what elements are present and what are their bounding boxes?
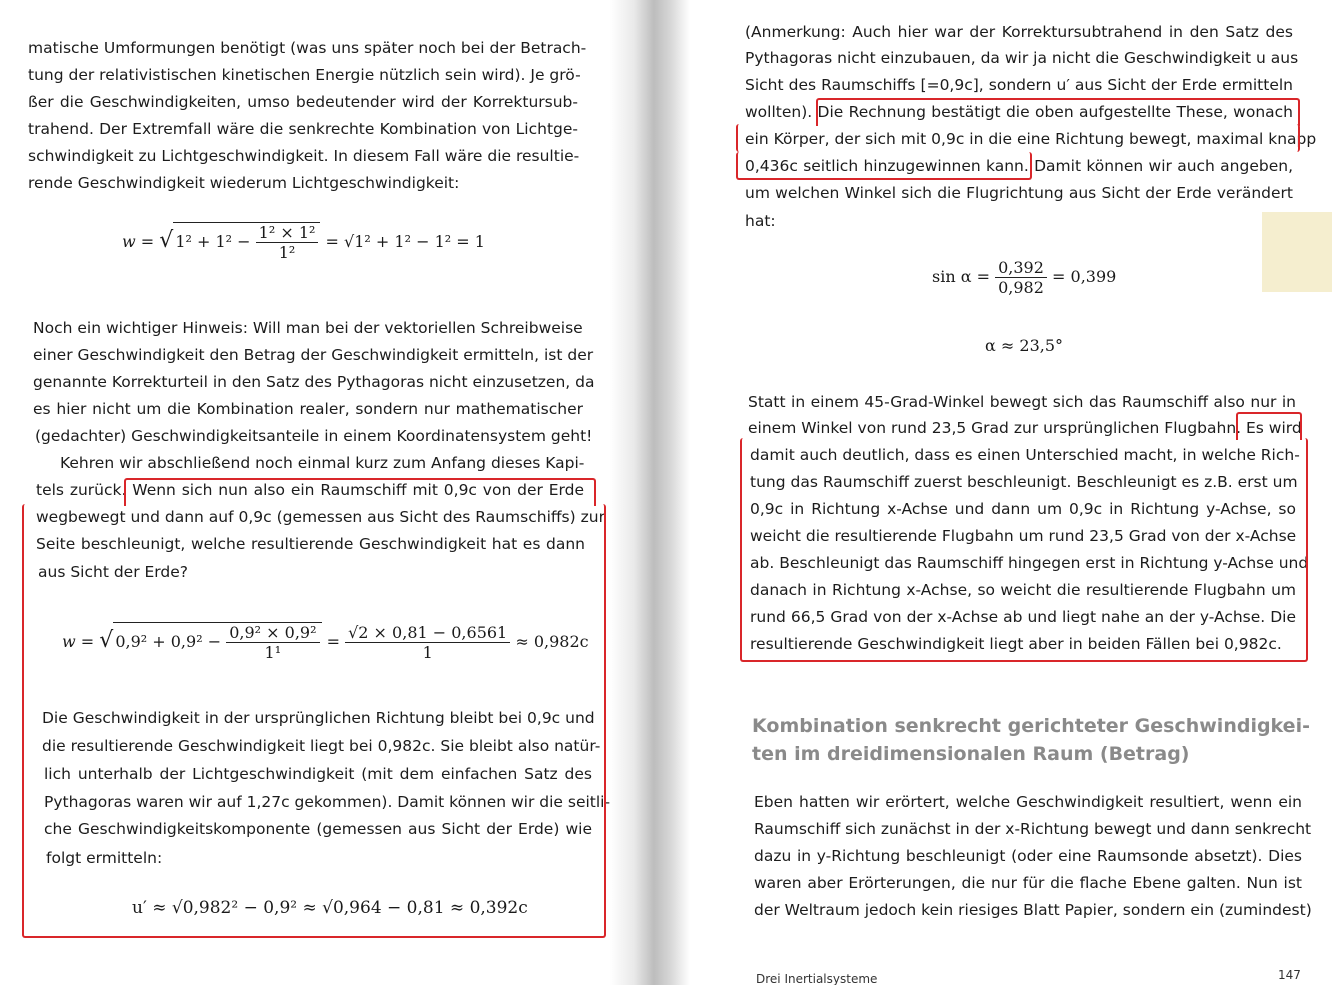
text-line: der Weltraum jedoch kein riesiges Blatt Papier, sondern ein (zumindest) [754,901,1312,919]
text-line: es hier nicht um die Kombination realer, sondern nur mathematischer [33,400,583,418]
heading-line: Kombination senkrecht gerichteter Geschwindigkei- [752,715,1310,737]
text-line: danach in Richtung x-Achse, so weicht die resultierende Flugbahn um [750,581,1296,599]
right-page [640,0,1332,985]
text-line: weicht die resultierende Flugbahn um rund 23,5 Grad von der x-Achse [750,527,1297,545]
formula-equals: = [326,632,340,651]
text-line: wollten). Die Rechnung bestätigt die oben aufgestellte These, wonach [745,103,1293,121]
formula-side-component: u′ ≈ √0,982² − 0,9² ≈ √0,964 − 0,81 ≈ 0,392c [132,898,528,918]
formula-radicand: 0,9² + 0,9² − [115,632,222,651]
fraction-denominator: 1² [278,243,296,262]
text-line: resultierende Geschwindigkeit liegt aber in beiden Fällen bei 0,982c. [750,635,1282,653]
formula-lhs: sin α = [932,267,991,286]
text-line: um welchen Winkel sich die Flugrichtung aus Sicht der Erde verändert [745,184,1293,202]
text-line: ab. Beschleunigt das Raumschiff hingegen erst in Richtung y-Achse und [750,554,1309,572]
text-line: tung der relativistischen kinetischen Energie nützlich sein wird). Je grö- [28,66,581,84]
fraction-numerator: 0,9² × 0,9² [226,623,319,643]
text-line: Seite beschleunigt, welche resultierende Geschwindigkeit hat es dann [36,535,585,553]
formula-light-speed [122,222,485,262]
fraction-denominator: 1 [422,643,433,662]
section-heading [752,712,1310,768]
text-line: matische Umformungen benötigt (was uns später noch bei der Betrach- [28,39,587,57]
running-footer: Drei Inertialsysteme [756,972,878,985]
text-line: Pythagoras waren wir auf 1,27c gekommen). Damit können wir die seitli- [44,793,611,811]
fraction-numerator: 1² × 1² [256,223,319,243]
formula-angle: α ≈ 23,5° [985,336,1064,355]
page-number: 147 [1278,968,1301,982]
text-line: trahend. Der Extremfall wäre die senkrechte Kombination von Lichtge- [28,120,578,138]
text-line: lich unterhalb der Lichtgeschwindigkeit (mit dem einfachen Satz des [44,765,592,783]
text-line: tels zurück. Wenn sich nun also ein Raumschiff mit 0,9c von der Erde [36,481,584,499]
text-line: Sicht des Raumschiffs [=0,9c], sondern u′ aus Sicht der Erde ermitteln [745,76,1293,94]
text-line: Kehren wir abschließend noch einmal kurz zum Anfang dieses Kapi- [60,454,585,472]
text-line: (Anmerkung: Auch hier war der Korrektursubtrahend in den Satz des [745,23,1293,41]
radical-sign: √ [99,628,114,653]
fraction-denominator: 0,982 [998,278,1044,297]
fraction-numerator: √2 × 0,81 − 0,6561 [345,623,510,643]
text-line: Noch ein wichtiger Hinweis: Will man bei der vektoriellen Schreibweise [33,319,583,337]
sticky-note-remnant [1262,212,1332,292]
text-line: (gedachter) Geschwindigkeitsanteile in einem Koordinatensystem geht! [35,427,593,445]
formula-resulting-speed [62,622,589,662]
fraction-numerator: 0,392 [995,258,1047,278]
formula-rhs: = √1² + 1² − 1² = 1 [325,232,485,251]
text-line: ein Körper, der sich mit 0,9c in die eine Richtung bewegt, maximal knapp [745,130,1317,148]
formula-radicand: 1² + 1² − [175,232,251,251]
text-line: aus Sicht der Erde? [38,563,188,581]
text-line: Eben hatten wir erörtert, welche Geschwindigkeit resultiert, wenn ein [754,793,1302,811]
formula-fraction-2 [345,623,510,662]
text-line: tung das Raumschiff zuerst beschleunigt. Beschleunigt es z.B. erst um [750,473,1298,491]
text-line: schwindigkeit zu Lichtgeschwindigkeit. In diesem Fall wäre die resultie- [28,147,580,165]
formula-fraction [995,258,1047,297]
formula-fraction [256,223,319,262]
heading-line: ten im dreidimensionalen Raum (Betrag) [752,743,1190,765]
text-line: einer Geschwindigkeit den Betrag der Geschwindigkeit ermitteln, ist der [33,346,594,364]
radical-sign: √ [159,228,174,253]
text-line: Statt in einem 45-Grad-Winkel bewegt sich das Raumschiff also nur in [748,393,1296,411]
left-page [0,0,640,985]
text-line: 0,9c in Richtung x-Achse und dann um 0,9c in Richtung y-Achse, so [750,500,1296,518]
text-line: Die Geschwindigkeit in der ursprünglichen Richtung bleibt bei 0,9c und [42,709,595,727]
text-line: rende Geschwindigkeit wiederum Lichtgeschwindigkeit: [28,174,460,192]
text-line: genannte Korrekturteil in den Satz des Pythagoras nicht einzusetzen, da [33,373,595,391]
text-line: folgt ermitteln: [46,849,163,867]
text-line: 0,436c seitlich hinzugewinnen kann. Damit können wir auch angeben, [745,157,1293,175]
text-line: Raumschiff sich zunächst in der x-Richtung bewegt und dann senkrecht [754,820,1312,838]
text-line: wegbewegt und dann auf 0,9c (gemessen aus Sicht des Raumschiffs) zur [36,508,605,526]
text-line: Pythagoras nicht einzubauen, da wir ja nicht die Geschwindigkeit u aus [745,49,1299,67]
text-line: die resultierende Geschwindigkeit liegt bei 0,982c. Sie bleibt also natür- [42,737,601,755]
text-line: che Geschwindigkeitskomponente (gemessen aus Sicht der Erde) wie [44,820,592,838]
formula-rhs: = 0,399 [1052,267,1117,286]
formula-sine [932,258,1116,297]
text-line: rund 66,5 Grad von der x-Achse ab und liegt nahe an der y-Achse. Die [750,608,1296,626]
text-line: damit auch deutlich, dass es einen Unterschied macht, in welche Rich- [750,446,1300,464]
text-line: einem Winkel von rund 23,5 Grad zur ursprünglichen Flugbahn. Es wird [748,419,1302,437]
text-line: dazu in y-Richtung beschleunigt (oder eine Raumsonde absetzt). Dies [754,847,1302,865]
formula-lhs: w = [62,632,95,651]
formula-lhs: w = [122,232,155,251]
text-line: ßer die Geschwindigkeiten, umso bedeutender wird der Korrektursub- [28,93,578,111]
formula-result: ≈ 0,982c [515,632,589,651]
formula-fraction [226,623,319,662]
fraction-denominator: 1¹ [264,643,282,662]
text-line: waren aber Erörterungen, die nur für die flache Ebene galten. Nun ist [754,874,1302,892]
text-line: hat: [745,212,776,230]
